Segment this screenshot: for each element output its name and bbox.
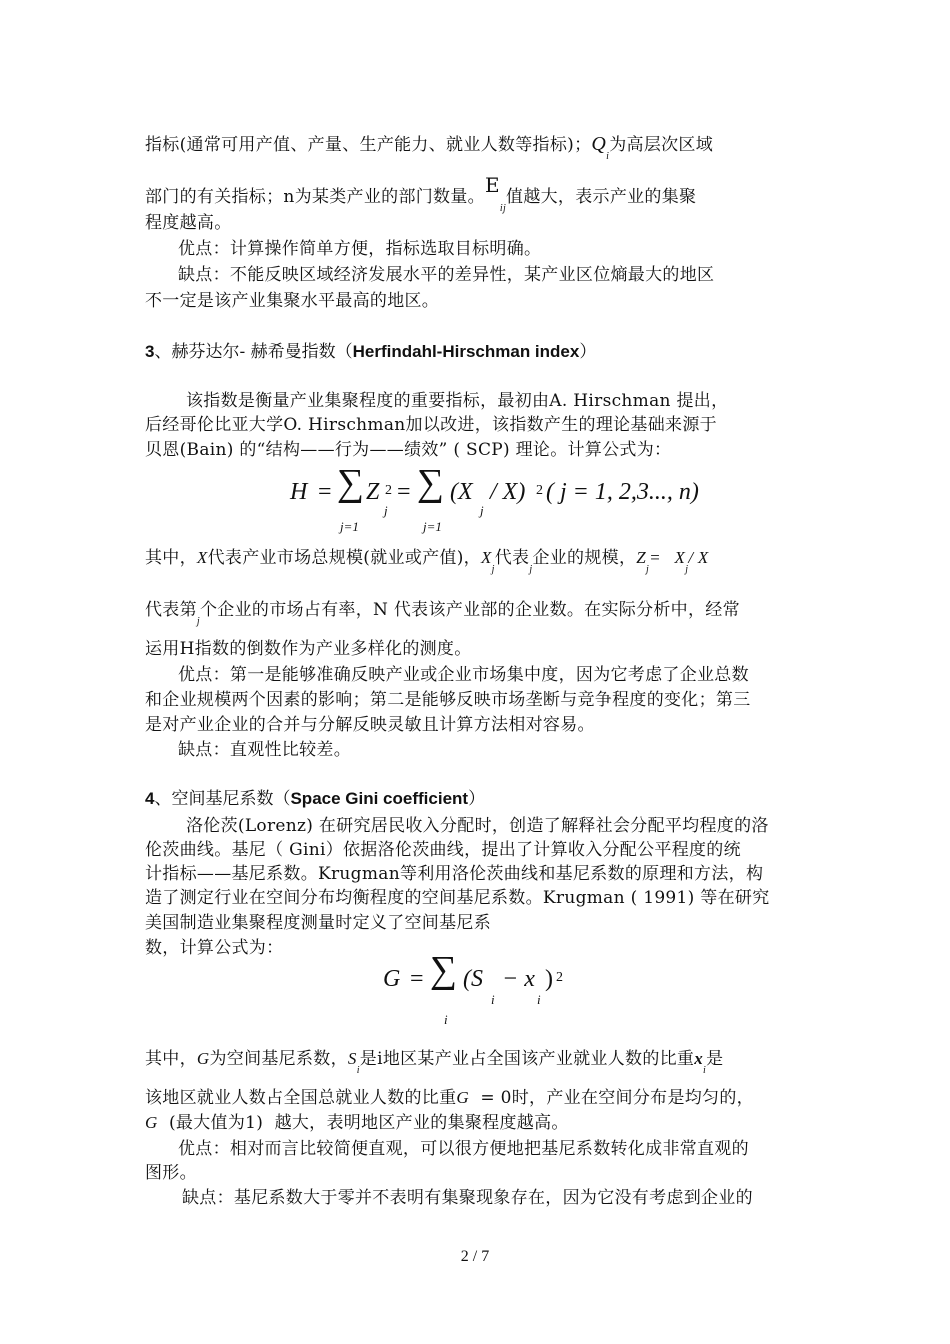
symbol-z: Z bbox=[636, 548, 647, 567]
text-span: 其中， bbox=[145, 1049, 197, 1069]
text-line: 伦茨曲线。基尼（ Gini）依据洛伦茨曲线，提出了计算收入分配公平程度的统 bbox=[145, 840, 741, 860]
text-line: 美国制造业集聚程度测量时定义了空间基尼系 bbox=[145, 913, 491, 933]
section-heading bbox=[145, 339, 596, 365]
text-span: / X bbox=[688, 548, 709, 567]
text-span: 代表 bbox=[494, 548, 530, 568]
formula-subscript: j bbox=[480, 503, 484, 518]
text-span: (最大值为1) 越大，表明地区产业的集聚程度越高。 bbox=[157, 1113, 569, 1133]
text-line bbox=[145, 597, 810, 635]
symbol-x: X bbox=[196, 548, 208, 567]
text-span: 代表第 bbox=[145, 600, 197, 620]
text-span: 代表产业市场总规模(就业或产值)， bbox=[207, 548, 481, 568]
formula-limit: j=1 bbox=[423, 519, 442, 534]
text-line: 优点：计算操作简单方便，指标选取目标明确。 bbox=[178, 239, 542, 259]
text-line: 缺点：直观性比较差。 bbox=[178, 740, 351, 760]
text-line: 运用H指数的倒数作为产业多样化的测度。 bbox=[145, 639, 472, 659]
text-line: 程度越高。 bbox=[145, 213, 232, 233]
text-line bbox=[145, 545, 810, 583]
text-span: 企业的规模， bbox=[532, 548, 637, 568]
formula-subscript: i bbox=[537, 992, 541, 1007]
formula-symbol: Z bbox=[366, 479, 380, 505]
text-span: 为高层次区域 bbox=[609, 135, 714, 155]
text-span: = 0时，产业在空间分布是均匀的， bbox=[468, 1088, 754, 1108]
symbol-g: G bbox=[145, 1113, 158, 1132]
formula-exponent: 2 bbox=[536, 483, 543, 498]
text-line: 数，计算公式为： bbox=[145, 938, 284, 958]
formula-term: (S bbox=[463, 966, 483, 992]
text-line bbox=[145, 1046, 810, 1084]
section-title-cn: 、空间基尼系数（ bbox=[154, 789, 291, 809]
section-title-en: Space Gini coefficient bbox=[290, 789, 469, 808]
section-number: 3 bbox=[145, 342, 155, 361]
sigma-symbol: ∑ bbox=[337, 462, 365, 504]
subscript: i bbox=[356, 1065, 360, 1076]
formula-range: ( j = 1, 2,3..., n) bbox=[546, 479, 699, 505]
text-line: 缺点：不能反映区域经济发展水平的差异性，某产业区位熵最大的地区 bbox=[178, 265, 715, 285]
text-line: 图形。 bbox=[145, 1163, 197, 1183]
page-number: 2 / 7 bbox=[460, 1248, 490, 1265]
formula-operator: = bbox=[410, 966, 424, 992]
text-line: 和企业规模两个因素的影响；第二是能够反映市场垄断与竞争程度的变化；第三 bbox=[145, 690, 751, 710]
formula-symbol: H bbox=[290, 479, 308, 505]
symbol-x: x bbox=[694, 1049, 704, 1068]
text-line: 缺点：基尼系数大于零并不表明有集聚现象存在，因为它没有考虑到企业的 bbox=[182, 1188, 753, 1208]
formula-operator: = bbox=[318, 479, 332, 505]
formula-limit: j=1 bbox=[340, 519, 359, 534]
text-line bbox=[145, 1085, 810, 1111]
section-number: 4 bbox=[145, 789, 155, 808]
text-span: = X bbox=[649, 548, 686, 567]
subscript: i bbox=[606, 151, 610, 162]
symbol-x: X bbox=[480, 548, 492, 567]
text-span: 值越大，表示产业的集聚 bbox=[506, 187, 697, 207]
symbol-g: G bbox=[456, 1088, 469, 1107]
subscript: j bbox=[529, 564, 533, 575]
symbol-g: G bbox=[196, 1049, 210, 1068]
formula-limit: i bbox=[444, 1012, 448, 1027]
text-line bbox=[145, 1110, 810, 1136]
sigma-symbol: ∑ bbox=[430, 949, 458, 991]
section-heading bbox=[145, 786, 485, 812]
text-line: 贝恩(Bain) 的“结构——行为——绩效” ( SCP) 理论。计算公式为： bbox=[145, 440, 672, 460]
text-line: 是对产业企业的合并与分解反映灵敏且计算方法相对容易。 bbox=[145, 715, 595, 735]
section-title-end: ） bbox=[579, 342, 597, 362]
text-span: 该地区就业人数占全国总就业人数的比重 bbox=[145, 1088, 457, 1108]
section-title-end: ） bbox=[468, 789, 486, 809]
formula-term: (X bbox=[450, 479, 473, 505]
text-span: 是i地区某产业占全国该产业就业人数的比重 bbox=[359, 1049, 695, 1069]
symbol-e: E bbox=[484, 173, 500, 197]
text-line: 计指标——基尼系数。Krugman等利用洛伦茨曲线和基尼系数的原理和方法，构 bbox=[145, 864, 764, 884]
text-line: 优点：相对而言比较简便直观，可以很方便地把基尼系数转化成非常直观的 bbox=[178, 1139, 749, 1159]
text-line: 不一定是该产业集聚水平最高的地区。 bbox=[145, 291, 440, 311]
text-span: 个企业的市场占有率，N 代表该产业部的企业数。在实际分析中，经常 bbox=[200, 600, 740, 620]
text-line: 该指数是衡量产业集聚程度的重要指标，最初由A. Hirschman 提出， bbox=[186, 391, 729, 411]
formula-symbol: G bbox=[383, 966, 401, 992]
formula-term: / X) bbox=[490, 479, 526, 505]
text-line: 优点：第一是能够准确反映产业或企业市场集中度，因为它考虑了企业总数 bbox=[178, 665, 749, 685]
formula-exponent: 2 bbox=[385, 483, 392, 498]
text-line: 洛伦茨(Lorenz) 在研究居民收入分配时，创造了解释社会分配平均程度的洛 bbox=[186, 816, 769, 836]
formula-subscript: i bbox=[491, 992, 495, 1007]
text-line: 后经哥伦比亚大学O. Hirschman加以改进，该指数产生的理论基础来源于 bbox=[145, 415, 717, 435]
sigma-symbol: ∑ bbox=[417, 462, 445, 504]
formula-term: − x bbox=[502, 966, 535, 992]
section-title-cn: 、赫芬达尔- 赫希曼指数（ bbox=[154, 342, 353, 362]
text-span: 部门的有关指标；n为某类产业的部门数量。 bbox=[145, 187, 485, 207]
section-title-en: Herfindahl-Hirschman index bbox=[352, 342, 580, 361]
subscript: j bbox=[646, 564, 650, 575]
text-span: 是 bbox=[706, 1049, 724, 1069]
subscript: j bbox=[196, 616, 200, 627]
formula-exponent: 2 bbox=[556, 970, 563, 985]
formula-subscript: j bbox=[384, 503, 388, 518]
text-line bbox=[145, 131, 810, 170]
subscript: j bbox=[685, 564, 689, 575]
subscript: i bbox=[703, 1065, 707, 1076]
text-span: 其中， bbox=[145, 548, 197, 568]
text-span: 指标(通常可用产值、产量、生产能力、就业人数等指标)； bbox=[145, 135, 592, 155]
text-line: 造了测定行业在空间分布均衡程度的空间基尼系数。Krugman ( 1991) 等在研究 bbox=[145, 888, 770, 908]
formula-operator: = bbox=[397, 479, 411, 505]
symbol-s: S bbox=[347, 1049, 357, 1068]
subscript: j bbox=[491, 564, 495, 575]
symbol-q: Q bbox=[591, 133, 607, 155]
text-span: 为空间基尼系数， bbox=[209, 1049, 348, 1069]
formula-term: ) bbox=[545, 966, 553, 992]
subscript: ij bbox=[499, 203, 507, 214]
